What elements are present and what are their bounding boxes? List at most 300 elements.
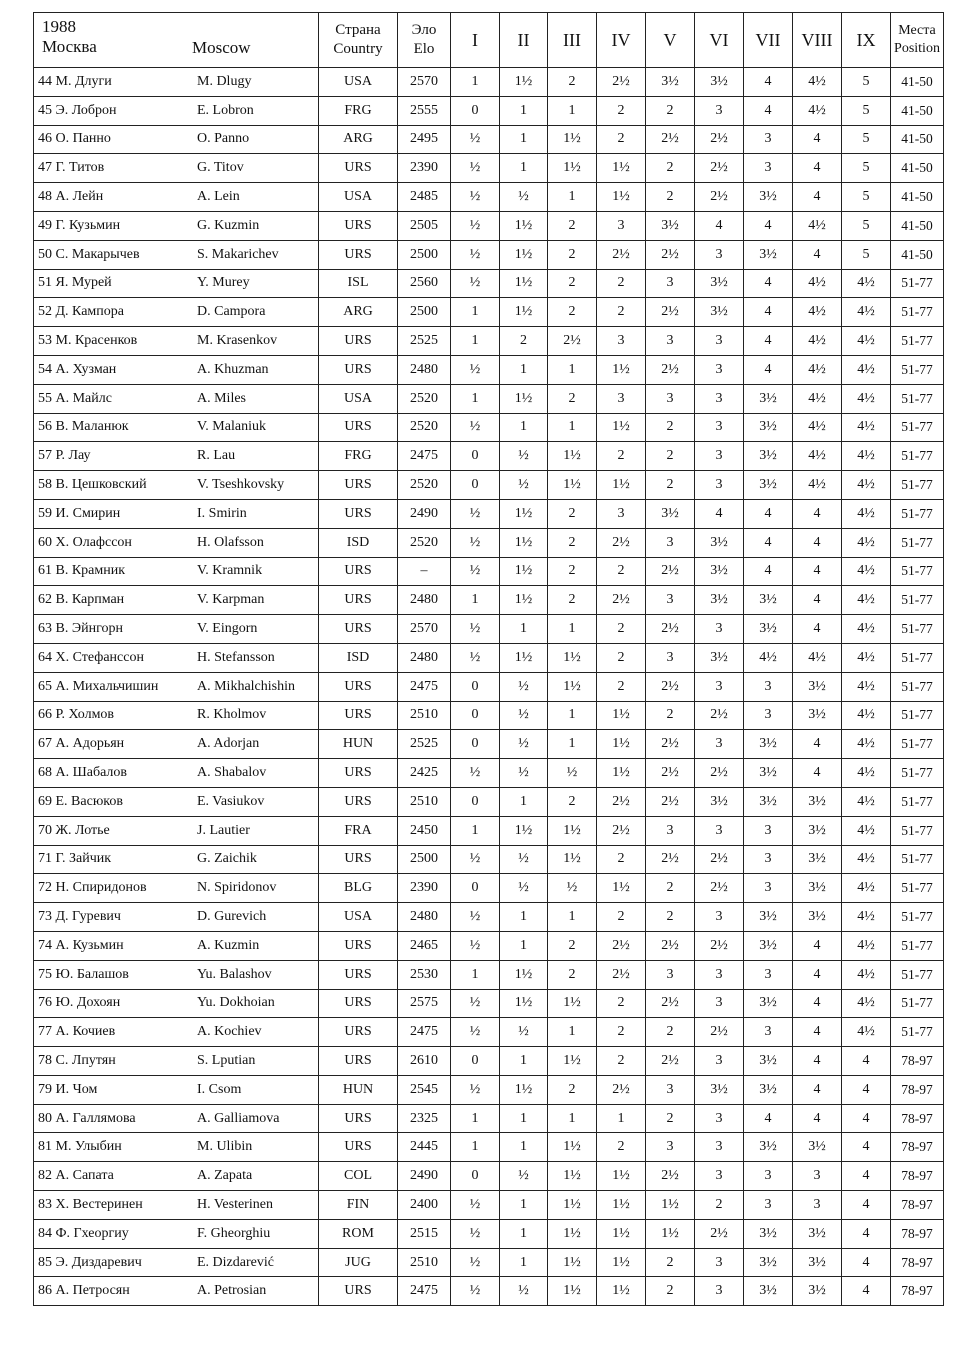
round-score-cell: ½ xyxy=(500,1018,548,1047)
elo-cell: 2500 xyxy=(398,845,451,874)
round-score-cell: 3½ xyxy=(744,442,793,471)
round-score-cell: 4½ xyxy=(842,499,891,528)
player-name-en: G. Zaichik xyxy=(197,851,257,867)
position-label-ru: Места xyxy=(898,23,936,38)
player-name-cell xyxy=(34,586,319,615)
country-cell: URS xyxy=(319,672,398,701)
round-score-cell: 0 xyxy=(451,442,500,471)
elo-cell: 2475 xyxy=(398,672,451,701)
round-score-cell: 1 xyxy=(451,586,500,615)
round-score-cell: 4½ xyxy=(793,413,842,442)
round-score-cell: 0 xyxy=(451,874,500,903)
country-cell: HUN xyxy=(319,730,398,759)
city-ru-label: Москва xyxy=(42,37,97,56)
round-score-cell: 1 xyxy=(548,355,597,384)
round-score-cell: 4½ xyxy=(842,269,891,298)
round-score-cell: 2 xyxy=(597,903,646,932)
player-name-cell xyxy=(34,643,319,672)
round-score-cell: 4 xyxy=(744,269,793,298)
player-name-en: E. Vasiukov xyxy=(197,793,265,809)
position-cell: 41-50 xyxy=(891,125,944,154)
country-cell: URS xyxy=(319,615,398,644)
round-score-cell: 2½ xyxy=(646,1047,695,1076)
round-score-cell: 1½ xyxy=(548,1219,597,1248)
player-name-ru: 64 Х. Стефанссон xyxy=(38,649,144,665)
round-score-cell: 2½ xyxy=(646,787,695,816)
player-name-cell xyxy=(34,1104,319,1133)
round-score-cell: 3½ xyxy=(744,384,793,413)
player-name-cell xyxy=(34,816,319,845)
player-name-en: A. Galliamova xyxy=(197,1110,280,1126)
player-name-en: R. Kholmov xyxy=(197,707,267,723)
player-name-cell xyxy=(34,240,319,269)
position-cell: 51-77 xyxy=(891,586,944,615)
round-score-cell: 2½ xyxy=(597,787,646,816)
round-score-cell: 4 xyxy=(793,528,842,557)
round-score-cell: 2 xyxy=(548,1075,597,1104)
round-score-cell: 3 xyxy=(646,1133,695,1162)
country-cell: URS xyxy=(319,471,398,500)
round-score-cell: 2½ xyxy=(695,1219,744,1248)
round-score-cell: 0 xyxy=(451,96,500,125)
position-cell: 51-77 xyxy=(891,615,944,644)
player-name-en: G. Kuzmin xyxy=(197,217,260,233)
player-name-cell xyxy=(34,1277,319,1306)
country-cell: URS xyxy=(319,1277,398,1306)
round-score-cell: 2 xyxy=(597,125,646,154)
player-name-en: V. Kramnik xyxy=(197,563,263,579)
round-score-cell: 1 xyxy=(500,615,548,644)
player-name-ru: 73 Д. Гуревич xyxy=(38,909,121,924)
country-cell: URS xyxy=(319,557,398,586)
player-name-en: D. Gurevich xyxy=(197,909,267,924)
round-score-cell: 2½ xyxy=(646,730,695,759)
player-name-ru: 44 М. Длуги xyxy=(38,73,112,89)
round-header: I xyxy=(451,13,500,68)
round-score-cell: ½ xyxy=(451,931,500,960)
round-score-cell: 2½ xyxy=(695,759,744,788)
round-score-cell: 2½ xyxy=(695,125,744,154)
round-score-cell: 1 xyxy=(500,787,548,816)
round-score-cell: 3 xyxy=(646,586,695,615)
round-score-cell: 3½ xyxy=(744,931,793,960)
round-score-cell: 4½ xyxy=(842,298,891,327)
country-cell: USA xyxy=(319,384,398,413)
table-row xyxy=(34,327,944,356)
round-score-cell: 2 xyxy=(548,931,597,960)
round-score-cell: 3½ xyxy=(793,816,842,845)
round-score-cell: 1 xyxy=(548,96,597,125)
round-score-cell: 4½ xyxy=(793,442,842,471)
elo-cell: 2510 xyxy=(398,701,451,730)
round-score-cell: 3½ xyxy=(695,68,744,97)
round-score-cell: 2 xyxy=(597,672,646,701)
round-score-cell: 1 xyxy=(500,1219,548,1248)
position-cell: 78-97 xyxy=(891,1248,944,1277)
round-score-cell: ½ xyxy=(500,1162,548,1191)
country-cell: URS xyxy=(319,154,398,183)
position-cell: 41-50 xyxy=(891,240,944,269)
round-score-cell: 3 xyxy=(597,327,646,356)
round-score-cell: ½ xyxy=(451,269,500,298)
round-score-cell: 2½ xyxy=(597,816,646,845)
player-name-ru: 49 Г. Кузьмин xyxy=(38,217,121,233)
elo-cell: 2570 xyxy=(398,68,451,97)
round-score-cell: 1½ xyxy=(597,471,646,500)
round-score-cell: 2½ xyxy=(597,68,646,97)
player-name-en: M. Ulibin xyxy=(197,1139,253,1155)
round-score-cell: 3 xyxy=(646,1075,695,1104)
table-row xyxy=(34,471,944,500)
round-score-cell: 3 xyxy=(597,211,646,240)
round-score-cell: 4½ xyxy=(842,672,891,701)
elo-cell: 2450 xyxy=(398,816,451,845)
country-cell: USA xyxy=(319,903,398,932)
round-score-cell: 4½ xyxy=(793,269,842,298)
player-name-ru: 62 В. Карпман xyxy=(38,592,125,608)
round-score-cell: 1½ xyxy=(500,298,548,327)
round-score-cell: 4½ xyxy=(842,989,891,1018)
round-score-cell: 3½ xyxy=(744,586,793,615)
table-row xyxy=(34,269,944,298)
player-name-en: S. Lputian xyxy=(197,1052,256,1068)
round-score-cell: 4½ xyxy=(842,643,891,672)
country-cell: URS xyxy=(319,240,398,269)
player-name-en: H. Vesterinen xyxy=(197,1196,273,1212)
player-name-cell xyxy=(34,730,319,759)
round-score-cell: 3 xyxy=(695,730,744,759)
round-score-cell: 1½ xyxy=(500,269,548,298)
table-row xyxy=(34,355,944,384)
player-name-cell xyxy=(34,327,319,356)
country-cell: URS xyxy=(319,413,398,442)
round-score-cell: 2 xyxy=(597,615,646,644)
player-name-en: F. Gheorghiu xyxy=(197,1225,271,1241)
round-score-cell: 4½ xyxy=(793,355,842,384)
player-name-cell xyxy=(34,298,319,327)
round-score-cell: 1 xyxy=(548,1018,597,1047)
round-score-cell: 3 xyxy=(744,1162,793,1191)
table-row xyxy=(34,1075,944,1104)
country-cell: ISD xyxy=(319,528,398,557)
round-score-cell: 0 xyxy=(451,787,500,816)
table-row xyxy=(34,903,944,932)
round-score-cell: 1½ xyxy=(646,1219,695,1248)
round-score-cell: 4 xyxy=(793,989,842,1018)
position-cell: 78-97 xyxy=(891,1133,944,1162)
elo-cell: 2390 xyxy=(398,154,451,183)
round-score-cell: 3 xyxy=(695,1104,744,1133)
round-score-cell: 2½ xyxy=(646,557,695,586)
player-name-en: I. Smirin xyxy=(197,505,247,521)
country-cell: FRG xyxy=(319,442,398,471)
player-name-ru: 84 Ф. Гхеоргиу xyxy=(38,1225,129,1241)
round-score-cell: 4½ xyxy=(842,903,891,932)
table-row xyxy=(34,68,944,97)
round-score-cell: 2½ xyxy=(597,931,646,960)
player-name-cell xyxy=(34,672,319,701)
position-cell: 41-50 xyxy=(891,211,944,240)
table-row xyxy=(34,759,944,788)
elo-label-en: Elo xyxy=(413,41,435,57)
round-score-cell: ½ xyxy=(451,499,500,528)
round-score-cell: 3½ xyxy=(744,759,793,788)
country-cell: URS xyxy=(319,355,398,384)
round-score-cell: 1½ xyxy=(646,1191,695,1220)
round-score-cell: 2 xyxy=(646,1104,695,1133)
round-score-cell: 2 xyxy=(597,1133,646,1162)
round-score-cell: 1 xyxy=(451,816,500,845)
round-score-cell: ½ xyxy=(500,672,548,701)
round-score-cell: 4 xyxy=(842,1162,891,1191)
round-score-cell: 4½ xyxy=(793,68,842,97)
player-name-cell xyxy=(34,1133,319,1162)
round-score-cell: 1 xyxy=(548,903,597,932)
round-header: V xyxy=(646,13,695,68)
round-score-cell: 4½ xyxy=(842,615,891,644)
round-score-cell: 3½ xyxy=(793,787,842,816)
round-score-cell: 4 xyxy=(842,1191,891,1220)
elo-cell: 2490 xyxy=(398,499,451,528)
elo-cell: 2570 xyxy=(398,615,451,644)
round-score-cell: 1½ xyxy=(500,68,548,97)
round-score-cell: 3½ xyxy=(793,1277,842,1306)
round-score-cell: 3½ xyxy=(744,240,793,269)
elo-cell: 2475 xyxy=(398,1018,451,1047)
player-name-en: N. Spiridonov xyxy=(197,880,277,896)
round-score-cell: 4 xyxy=(695,499,744,528)
player-name-en: S. Makarichev xyxy=(197,246,279,262)
round-score-cell: 4½ xyxy=(842,787,891,816)
elo-cell: 2485 xyxy=(398,183,451,212)
table-header xyxy=(34,13,944,68)
round-score-cell: 4 xyxy=(793,154,842,183)
round-score-cell: 3 xyxy=(646,528,695,557)
player-name-en: A. Petrosian xyxy=(197,1283,267,1299)
player-name-ru: 66 Р. Холмов xyxy=(38,707,115,723)
round-score-cell: 0 xyxy=(451,1162,500,1191)
round-score-cell: 2 xyxy=(597,1018,646,1047)
round-score-cell: 2 xyxy=(548,68,597,97)
round-score-cell: 2½ xyxy=(646,672,695,701)
round-score-cell: ½ xyxy=(451,211,500,240)
player-name-en: E. Dizdarević xyxy=(197,1254,274,1270)
country-label-en: Country xyxy=(333,41,383,57)
round-score-cell: 3 xyxy=(744,874,793,903)
player-name-ru: 47 Г. Титов xyxy=(38,160,105,176)
round-score-cell: 1½ xyxy=(548,816,597,845)
player-name-en: V. Malaniuk xyxy=(197,419,266,435)
round-header: IV xyxy=(597,13,646,68)
round-score-cell: 2½ xyxy=(597,240,646,269)
round-score-cell: 4½ xyxy=(793,471,842,500)
round-score-cell: ½ xyxy=(500,471,548,500)
round-score-cell: 1½ xyxy=(500,240,548,269)
elo-cell: 2520 xyxy=(398,528,451,557)
player-name-en: A. Mikhalchishin xyxy=(197,678,295,694)
round-score-cell: 3 xyxy=(744,1191,793,1220)
round-score-cell: 3 xyxy=(695,615,744,644)
player-name-en: R. Lau xyxy=(197,448,236,464)
round-score-cell: 1½ xyxy=(597,701,646,730)
country-cell: URS xyxy=(319,759,398,788)
round-score-cell: 1½ xyxy=(500,960,548,989)
round-score-cell: 3 xyxy=(695,1248,744,1277)
round-score-cell: 2½ xyxy=(548,327,597,356)
table-row xyxy=(34,528,944,557)
round-score-cell: 3 xyxy=(646,816,695,845)
table-row xyxy=(34,845,944,874)
round-score-cell: 1 xyxy=(500,1191,548,1220)
round-score-cell: 1½ xyxy=(597,759,646,788)
round-score-cell: 1½ xyxy=(548,471,597,500)
table-row xyxy=(34,960,944,989)
player-name-en: D. Campora xyxy=(197,304,266,320)
player-name-en: A. Khuzman xyxy=(197,361,269,377)
round-score-cell: 1 xyxy=(451,1133,500,1162)
round-score-cell: ½ xyxy=(451,240,500,269)
round-score-cell: 1 xyxy=(500,1047,548,1076)
round-score-cell: 2½ xyxy=(646,759,695,788)
elo-cell: 2475 xyxy=(398,1277,451,1306)
player-name-cell xyxy=(34,845,319,874)
round-score-cell: 2 xyxy=(646,903,695,932)
round-score-cell: 1½ xyxy=(597,1162,646,1191)
elo-cell: 2465 xyxy=(398,931,451,960)
round-score-cell: 4 xyxy=(793,759,842,788)
round-score-cell: 2 xyxy=(548,557,597,586)
round-score-cell: 3½ xyxy=(744,183,793,212)
player-name-en: A. Kochiev xyxy=(197,1024,262,1040)
round-score-cell: 1½ xyxy=(597,1191,646,1220)
round-score-cell: 4½ xyxy=(842,413,891,442)
round-score-cell: 1 xyxy=(548,730,597,759)
round-score-cell: 3 xyxy=(646,384,695,413)
position-cell: 41-50 xyxy=(891,68,944,97)
player-name-cell xyxy=(34,442,319,471)
table-row xyxy=(34,298,944,327)
player-name-cell xyxy=(34,1075,319,1104)
round-score-cell: 4½ xyxy=(793,384,842,413)
round-score-cell: 3½ xyxy=(793,845,842,874)
round-score-cell: 2½ xyxy=(646,989,695,1018)
position-cell: 78-97 xyxy=(891,1219,944,1248)
round-score-cell: ½ xyxy=(451,1191,500,1220)
position-cell: 51-77 xyxy=(891,355,944,384)
player-name-cell xyxy=(34,355,319,384)
round-score-cell: 3 xyxy=(744,960,793,989)
table-row xyxy=(34,816,944,845)
round-score-cell: 2 xyxy=(597,557,646,586)
round-score-cell: 2 xyxy=(548,211,597,240)
elo-cell: 2515 xyxy=(398,1219,451,1248)
player-name-cell xyxy=(34,528,319,557)
round-score-cell: ½ xyxy=(451,413,500,442)
elo-column-header xyxy=(398,13,451,68)
round-score-cell: 4 xyxy=(793,1047,842,1076)
round-score-cell: 3½ xyxy=(646,211,695,240)
elo-cell: 2520 xyxy=(398,471,451,500)
player-name-cell xyxy=(34,874,319,903)
round-score-cell: 4½ xyxy=(842,471,891,500)
position-cell: 51-77 xyxy=(891,1018,944,1047)
player-name-ru: 75 Ю. Балашов xyxy=(38,966,129,982)
round-score-cell: 3 xyxy=(744,816,793,845)
round-score-cell: 3 xyxy=(744,154,793,183)
position-cell: 51-77 xyxy=(891,730,944,759)
country-cell: FRG xyxy=(319,96,398,125)
player-name-ru: 70 Ж. Лотье xyxy=(38,822,110,838)
round-score-cell: 2 xyxy=(646,183,695,212)
round-score-cell: 3 xyxy=(695,672,744,701)
round-score-cell: 2 xyxy=(597,989,646,1018)
round-score-cell: 2 xyxy=(646,154,695,183)
round-score-cell: 1½ xyxy=(548,154,597,183)
round-score-cell: 3½ xyxy=(695,787,744,816)
country-cell: URS xyxy=(319,787,398,816)
round-score-cell: 3 xyxy=(793,1162,842,1191)
round-score-cell: 2½ xyxy=(695,1018,744,1047)
round-score-cell: ½ xyxy=(548,874,597,903)
position-cell: 78-97 xyxy=(891,1047,944,1076)
elo-cell: 2480 xyxy=(398,586,451,615)
position-cell: 51-77 xyxy=(891,643,944,672)
position-cell: 51-77 xyxy=(891,269,944,298)
round-score-cell: 3 xyxy=(695,96,744,125)
round-score-cell: 4½ xyxy=(793,643,842,672)
round-score-cell: ½ xyxy=(451,183,500,212)
round-score-cell: 4 xyxy=(744,68,793,97)
round-header: II xyxy=(500,13,548,68)
country-cell: URS xyxy=(319,499,398,528)
round-score-cell: 2½ xyxy=(646,1162,695,1191)
round-score-cell: 1 xyxy=(548,413,597,442)
round-header: VI xyxy=(695,13,744,68)
round-score-cell: 1 xyxy=(500,1133,548,1162)
round-score-cell: 0 xyxy=(451,672,500,701)
player-name-cell xyxy=(34,1018,319,1047)
round-score-cell: ½ xyxy=(451,989,500,1018)
table-row xyxy=(34,1047,944,1076)
position-cell: 51-77 xyxy=(891,557,944,586)
round-score-cell: 4 xyxy=(793,615,842,644)
round-score-cell: 3 xyxy=(695,1277,744,1306)
player-name-ru: 46 О. Панно xyxy=(38,131,111,147)
player-name-en: M. Krasenkov xyxy=(197,333,278,349)
player-name-ru: 57 Р. Лау xyxy=(38,448,91,464)
round-score-cell: 4½ xyxy=(842,816,891,845)
position-cell: 51-77 xyxy=(891,989,944,1018)
round-score-cell: 3 xyxy=(695,384,744,413)
round-score-cell: ½ xyxy=(451,845,500,874)
country-cell: URS xyxy=(319,931,398,960)
round-score-cell: 4½ xyxy=(842,327,891,356)
round-score-cell: ½ xyxy=(500,845,548,874)
elo-cell: 2510 xyxy=(398,787,451,816)
round-score-cell: 4 xyxy=(793,499,842,528)
round-score-cell: 2 xyxy=(597,269,646,298)
round-score-cell: 4½ xyxy=(842,960,891,989)
round-score-cell: 3 xyxy=(695,471,744,500)
position-cell: 51-77 xyxy=(891,960,944,989)
round-score-cell: 5 xyxy=(842,240,891,269)
player-name-cell xyxy=(34,1047,319,1076)
player-name-ru: 58 В. Цешковский xyxy=(38,477,147,493)
round-score-cell: 4 xyxy=(793,183,842,212)
round-score-cell: 1½ xyxy=(548,125,597,154)
country-cell: BLG xyxy=(319,874,398,903)
round-score-cell: ½ xyxy=(451,557,500,586)
